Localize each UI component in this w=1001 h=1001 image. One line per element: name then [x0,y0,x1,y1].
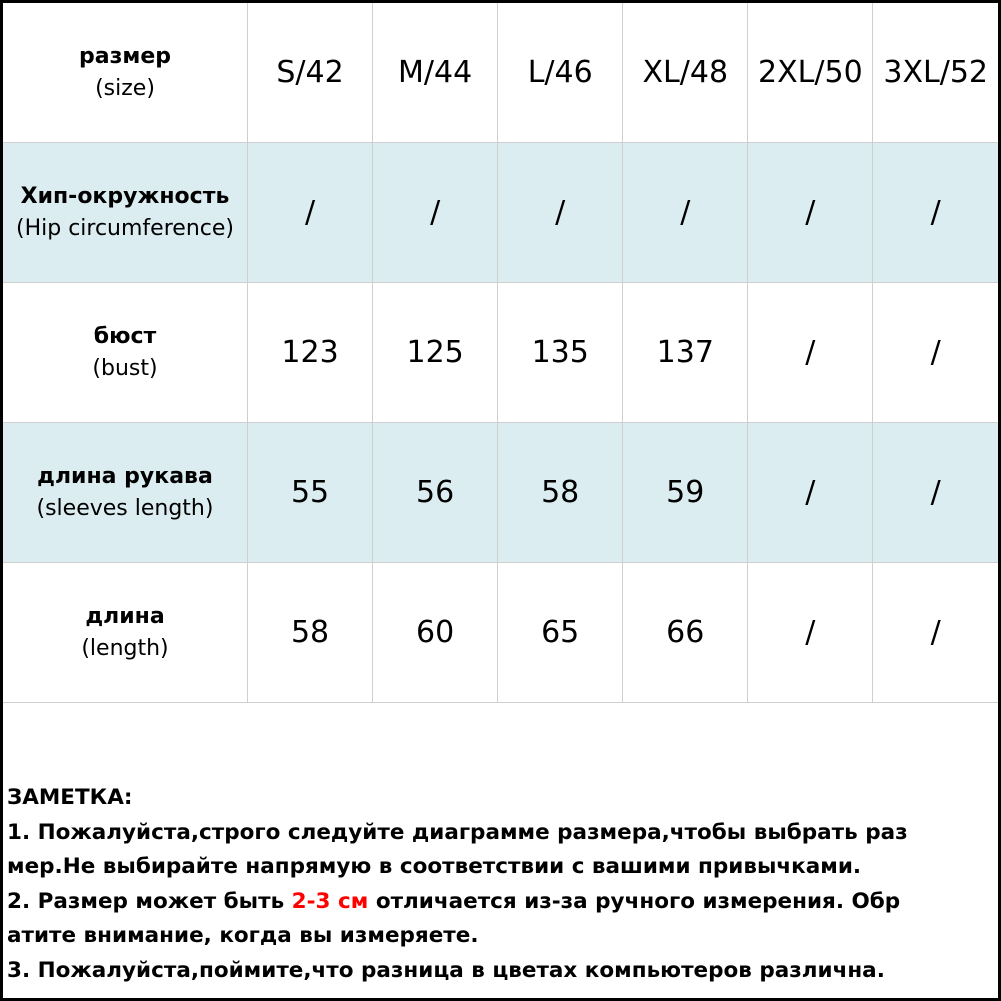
table-row-sleeves [3,423,998,563]
size-header-s: S/42 [248,3,373,143]
row-label-ru: Хип-окружность [20,183,230,209]
size-header-2xl: 2XL/50 [748,3,873,143]
notes-heading: ЗАМЕТКА: [7,785,133,810]
table-row-length [3,563,998,703]
size-header-l: L/46 [498,3,623,143]
row-label-en: (Hip circumference) [16,215,234,241]
row-label-ru: бюст [93,323,157,349]
table-cell: / [748,143,873,283]
table-cell: 59 [623,423,748,563]
table-cell: 66 [623,563,748,703]
note-text: отличается из-за ручного измерения. Обр [368,888,901,914]
table-cell: 60 [373,563,498,703]
table-cell: 55 [248,423,373,563]
table-cell: 56 [373,423,498,563]
table-cell: 65 [498,563,623,703]
table-cell: / [873,423,998,563]
size-header-xl: XL/48 [623,3,748,143]
table-cell: 135 [498,283,623,423]
row-label-ru: размер [78,43,172,69]
note-line-3 [7,885,995,920]
table-cell: / [248,143,373,283]
row-label-bust [3,283,248,423]
size-chart-page [3,3,998,998]
table-cell: / [873,563,998,703]
row-label-size [3,3,248,143]
row-label-en: (bust) [92,355,158,381]
table-header-row [3,3,998,143]
row-label-en: (size) [95,75,155,101]
row-label-en: (length) [81,635,169,661]
table-row-bust [3,283,998,423]
size-header-3xl: 3XL/52 [873,3,998,143]
note-line-5: 3. Пожалуйста,поймите,что разница в цветах компьютеров различна. [7,957,885,983]
table-cell: 125 [373,283,498,423]
note-line-4: атите внимание, когда вы измеряете. [7,923,479,948]
note-text: 2. Размер может быть [7,888,292,914]
table-cell: / [748,563,873,703]
table-cell: / [873,143,998,283]
row-label-ru: длина [85,603,165,629]
size-chart-table [3,3,998,703]
table-cell: 58 [248,563,373,703]
table-cell: / [623,143,748,283]
row-label-length [3,563,248,703]
table-cell: / [498,143,623,283]
row-label-sleeves [3,423,248,563]
table-row-hip [3,143,998,283]
row-label-en: (sleeves length) [36,495,214,521]
size-header-m: M/44 [373,3,498,143]
table-cell: / [748,423,873,563]
note-line-1: 1. Пожалуйста,строго следуйте диаграмме размера,чтобы выбрать раз [7,819,908,845]
table-cell: / [373,143,498,283]
table-cell: / [748,283,873,423]
row-label-hip [3,143,248,283]
table-cell: / [873,283,998,423]
note-line-2: мер.Не выбирайте напрямую в соответствии с вашими привычками. [7,854,862,879]
table-cell: 58 [498,423,623,563]
table-cell: 123 [248,283,373,423]
notes-section [7,781,995,988]
table-cell: 137 [623,283,748,423]
note-highlight: 2-3 см [291,888,369,914]
row-label-ru: длина рукава [37,463,213,489]
